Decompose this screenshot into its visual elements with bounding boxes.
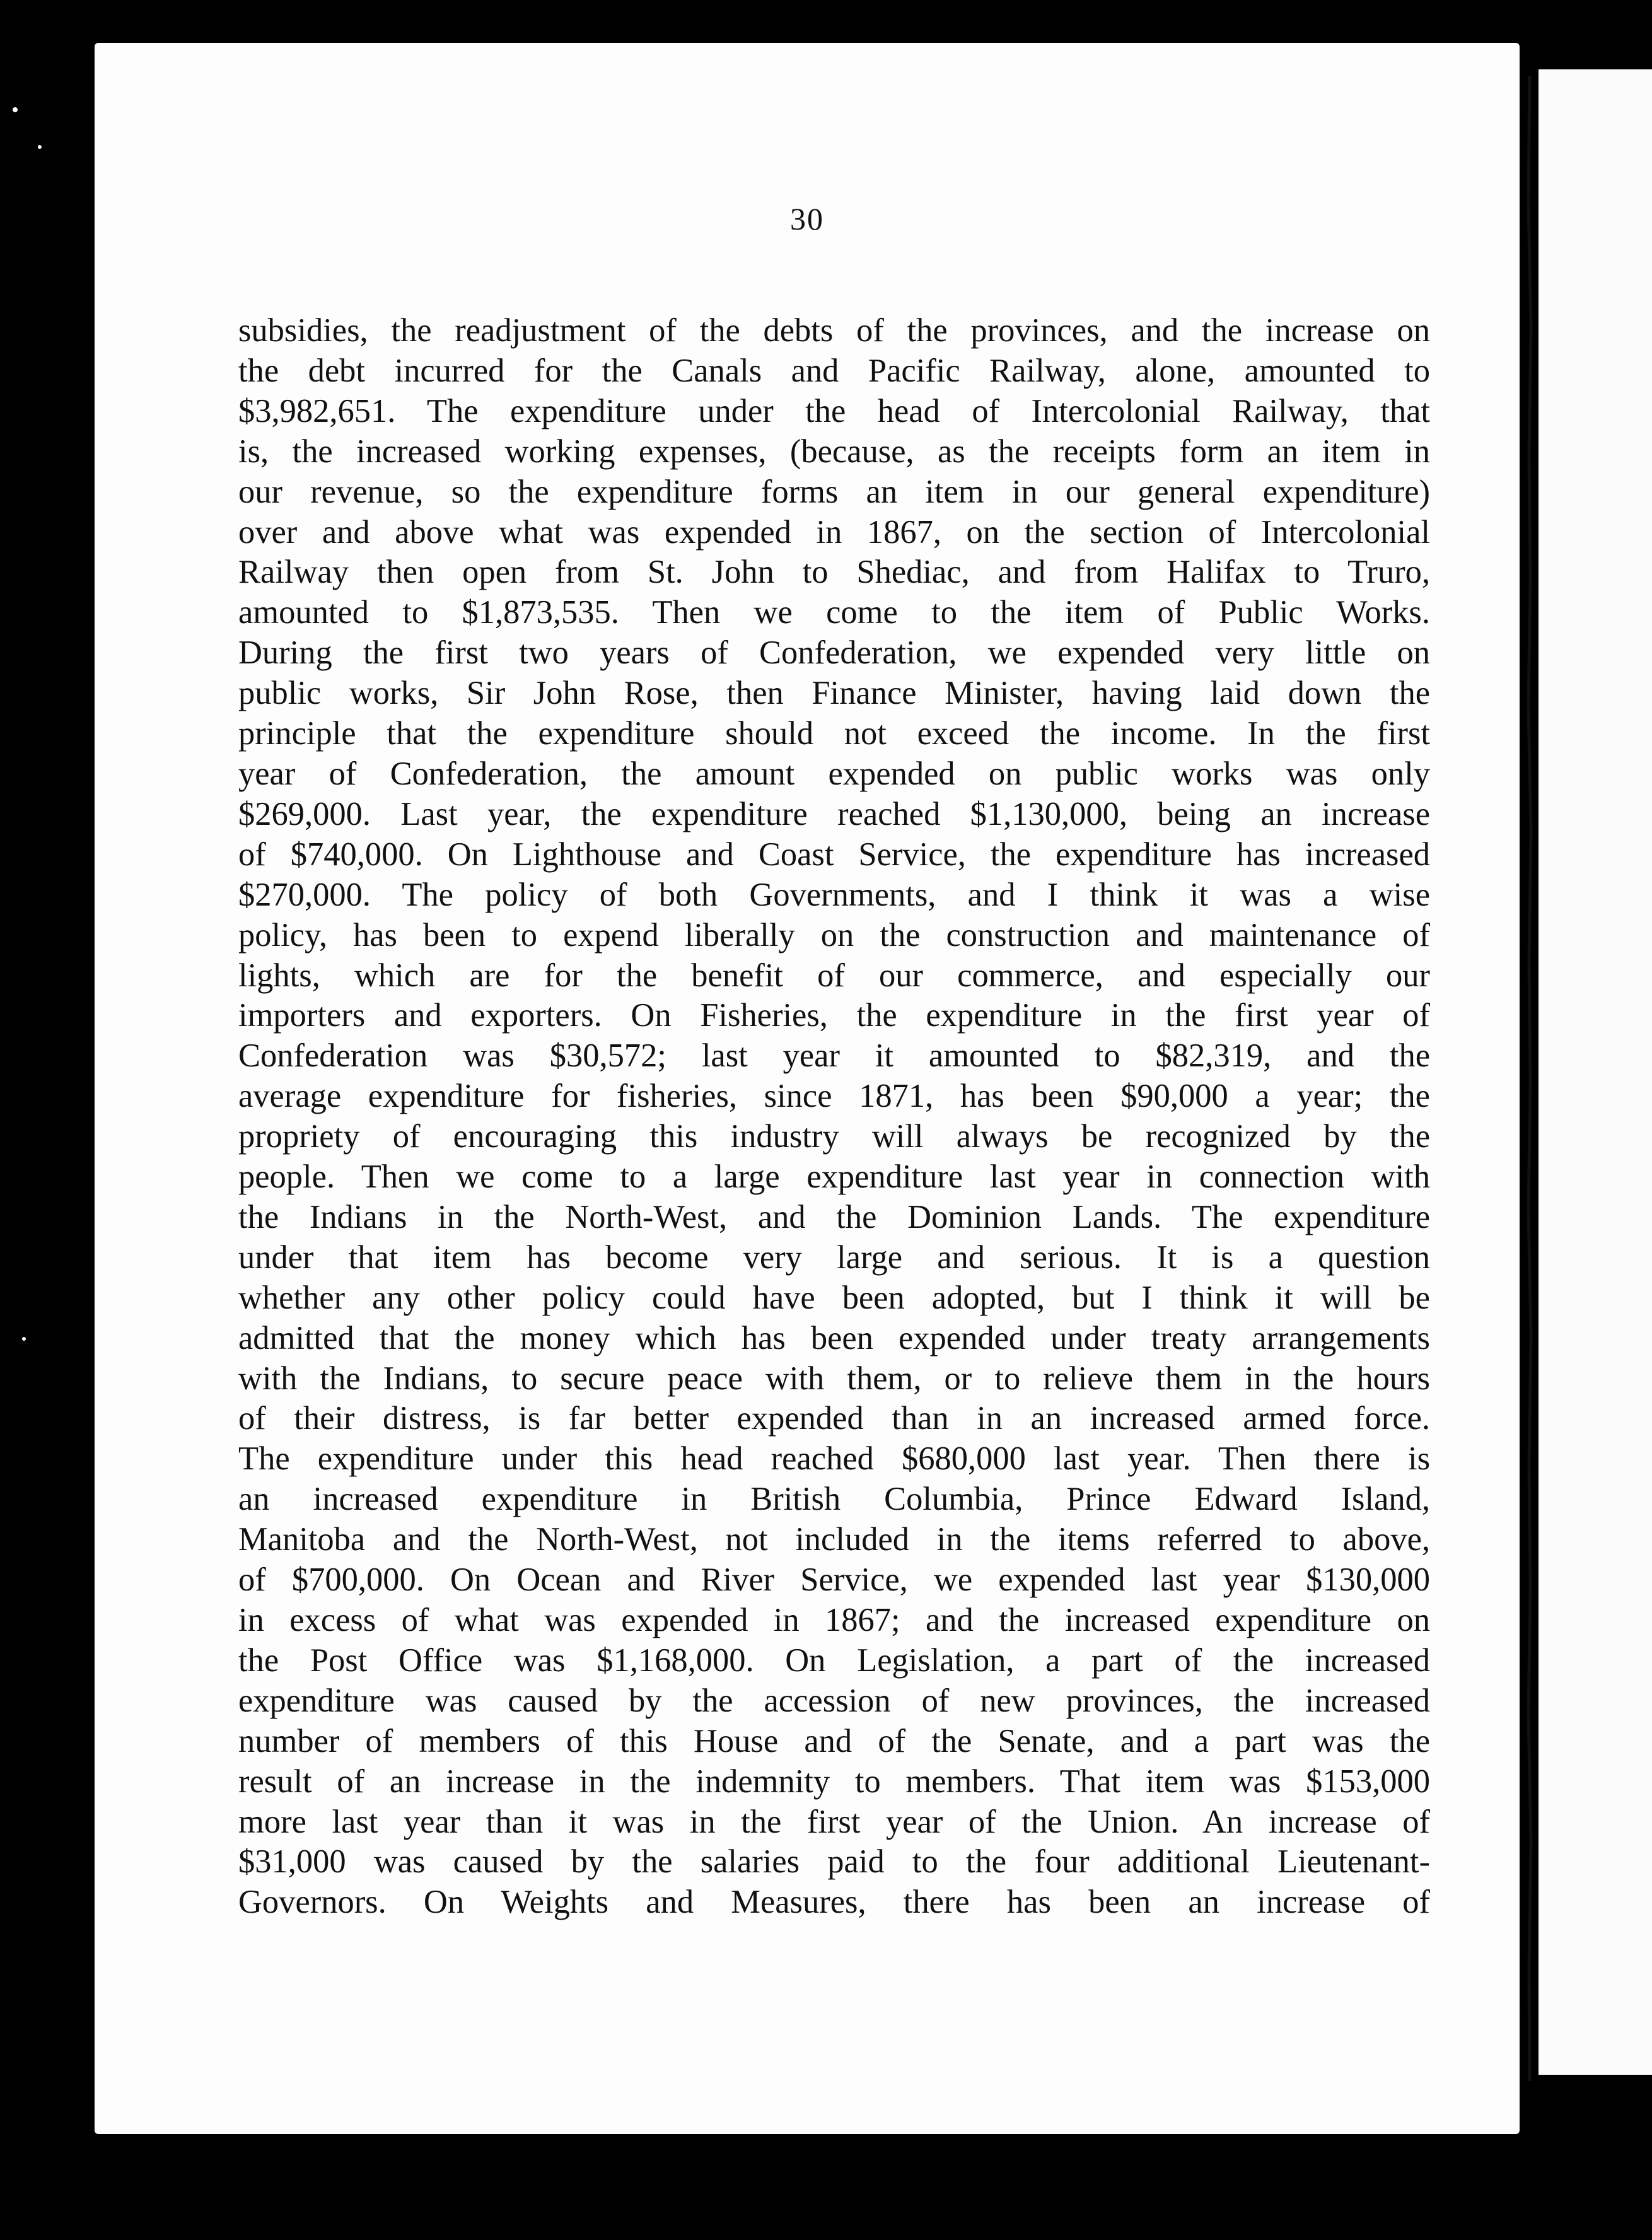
text-line: number of members of this House and of the Senate, and a part was the — [238, 1722, 1430, 1759]
text-line: of $740,000. On Lighthouse and Coast Service, the expenditure has increased — [238, 836, 1430, 873]
text-line: our revenue, so the expenditure forms an item in our general expenditure) — [238, 473, 1430, 510]
scan-speck — [13, 107, 18, 112]
text-line: in excess of what was expended in 1867; and the increased expenditure on — [238, 1602, 1430, 1638]
text-line: the Indians in the North-West, and the Dominion Lands. The expenditure — [238, 1198, 1430, 1235]
body-text — [238, 311, 1430, 1923]
text-line: public works, Sir John Rose, then Finance Minister, having laid down the — [238, 675, 1430, 712]
text-line: average expenditure for fisheries, since 1871, has been $90,000 a year; the — [238, 1078, 1430, 1115]
text-line: lights, which are for the benefit of our commerce, and especially our — [238, 957, 1430, 994]
text-line: over and above what was expended in 1867, on the section of Intercolonial — [238, 513, 1430, 551]
text-line: of their distress, is far better expended than in an increased armed force. — [238, 1400, 1430, 1437]
text-line: with the Indians, to secure peace with them, or to relieve them in the hours — [238, 1360, 1430, 1397]
text-line: people. Then we come to a large expenditure last year in connection with — [238, 1158, 1430, 1196]
document-page — [95, 43, 1520, 2134]
text-line: During the first two years of Confederation, we expended very little on — [238, 634, 1430, 672]
text-line: the Post Office was $1,168,000. On Legislation, a part of the increased — [238, 1642, 1430, 1679]
text-line: Railway then open from St. John to Shediac, and from Halifax to Truro, — [238, 554, 1430, 591]
text-line: Confederation was $30,572; last year it amounted to $82,319, and the — [238, 1037, 1430, 1075]
text-line: $3,982,651. The expenditure under the head of Intercolonial Railway, that — [238, 392, 1430, 429]
text-line: propriety of encouraging this industry will always be recognized by the — [238, 1118, 1430, 1155]
text-line: importers and exporters. On Fisheries, the expenditure in the first year of — [238, 997, 1430, 1034]
text-line: more last year than it was in the first year of the Union. An increase of — [238, 1803, 1430, 1840]
text-line: of $700,000. On Ocean and River Service, we expended last year $130,000 — [238, 1561, 1430, 1599]
text-line: $270,000. The policy of both Governments, and I think it was a wise — [238, 876, 1430, 913]
text-line: $31,000 was caused by the salaries paid to the four additional Lieutenant- — [238, 1843, 1430, 1881]
text-line: admitted that the money which has been expended under treaty arrangements — [238, 1319, 1430, 1356]
text-line: whether any other policy could have been adopted, but I think it will be — [238, 1279, 1430, 1316]
text-line: year of Confederation, the amount expended on public works was only — [238, 755, 1430, 792]
text-line: policy, has been to expend liberally on the construction and maintenance of — [238, 916, 1430, 954]
text-line: an increased expenditure in British Columbia, Prince Edward Island, — [238, 1481, 1430, 1518]
text-line: The expenditure under this head reached $680,000 last year. Then there is — [238, 1440, 1430, 1478]
text-line: expenditure was caused by the accession of new provinces, the increased — [238, 1682, 1430, 1719]
text-line: Governors. On Weights and Measures, there has been an increase of — [238, 1884, 1430, 1921]
text-line: $269,000. Last year, the expenditure reached $1,130,000, being an increase — [238, 795, 1430, 832]
text-line: amounted to $1,873,535. Then we come to the item of Public Works. — [238, 594, 1430, 631]
binding-stitch-line — [1525, 76, 1535, 2081]
text-line: principle that the expenditure should not exceed the income. In the first — [238, 715, 1430, 752]
text-line: the debt incurred for the Canals and Pacific Railway, alone, amounted to — [238, 352, 1430, 389]
adjacent-page-edge — [1539, 69, 1652, 2075]
text-line: Manitoba and the North-West, not included in the items referred to above, — [238, 1521, 1430, 1558]
text-line: result of an increase in the indemnity to members. That item was $153,000 — [238, 1763, 1430, 1800]
scan-speck — [22, 1337, 26, 1341]
text-line: under that item has become very large and serious. It is a question — [238, 1239, 1430, 1276]
text-line: is, the increased working expenses, (because, as the receipts form an item in — [238, 433, 1430, 470]
page-number: 30 — [790, 201, 824, 236]
text-line: subsidies, the readjustment of the debts of the provinces, and the increase on — [238, 312, 1430, 349]
scan-speck — [38, 145, 42, 149]
